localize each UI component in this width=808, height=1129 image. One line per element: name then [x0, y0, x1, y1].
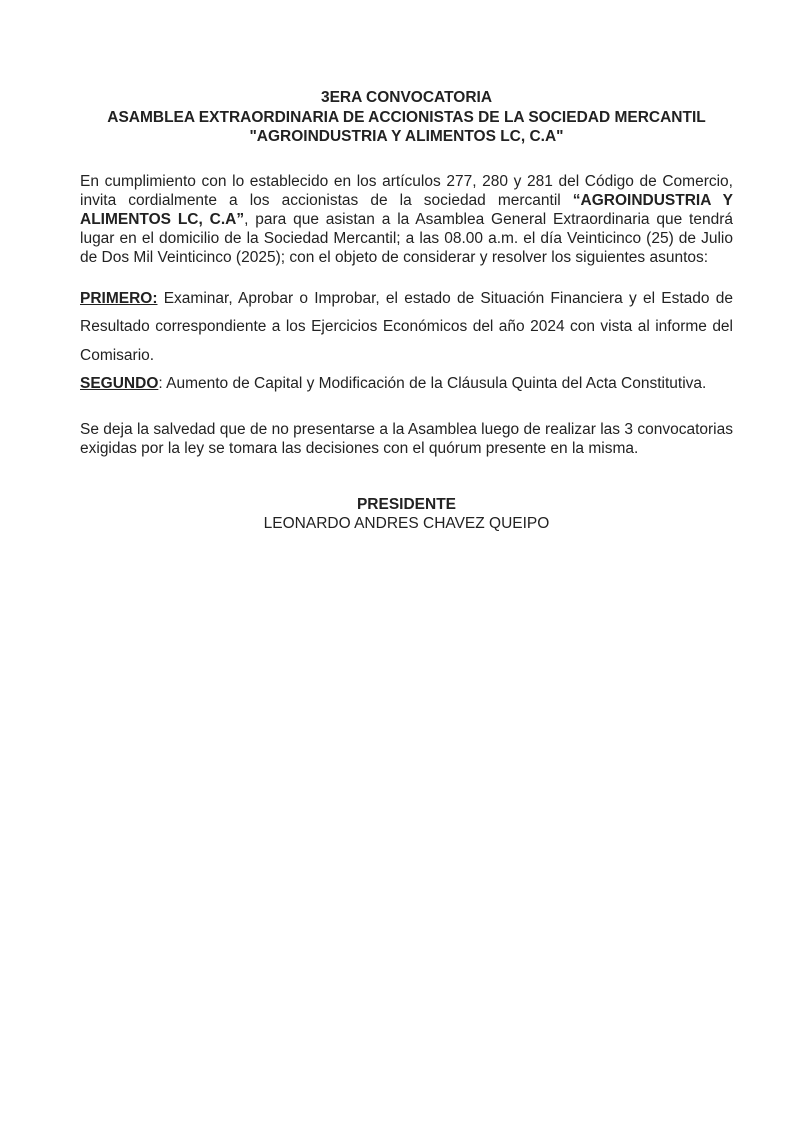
agenda-item-text: : Aumento de Capital y Modificación de la Cláusula Quinta del Acta Constitutiva. — [158, 375, 707, 393]
agenda-list — [80, 285, 733, 399]
intro-text-before: En cumplimiento con lo establecido en los artículos 277, 280 y 281 del Código de Comercio, invita cordialmente a los accionistas de la sociedad mercantil — [80, 172, 733, 209]
signature-name: LEONARDO ANDRES CHAVEZ QUEIPO — [263, 514, 550, 532]
signature-role: PRESIDENTE — [356, 495, 457, 513]
header-company: "AGROINDUSTRIA Y ALIMENTOS LC, C.A" — [249, 128, 564, 145]
agenda-item-segundo — [80, 370, 733, 399]
intro-company-name: “AGROINDUSTRIA Y ALIMENTOS LC, C.A” — [80, 191, 733, 228]
header-title: 3ERA CONVOCATORIA — [320, 89, 493, 106]
document-header — [80, 88, 733, 147]
header-subtitle: ASAMBLEA EXTRAORDINARIA DE ACCIONISTAS DE LA SOCIEDAD MERCANTIL — [107, 108, 706, 126]
document-page — [80, 88, 733, 533]
note-paragraph: Se deja la salvedad que de no presentarse a la Asamblea luego de realizar las 3 convocatorias exigidas por la ley se tomara las decisiones con el quórum presente en la misma. — [80, 420, 733, 457]
agenda-item-text: Examinar, Aprobar o Improbar, el estado de Situación Financiera y el Estado de Resultado correspondiente a los Ejercicios Económicos del año 2024 con vista al informe del Comisario. — [80, 289, 733, 364]
intro-text-after: , para que asistan a la Asamblea General Extraordinaria que tendrá lugar en el domicilio de la Sociedad Mercantil; a las 08.00 a.m. el día Veinticinco (25) de Julio de Dos Mil Veinticinco (2025); con el objeto de considerar y resolver los siguientes asuntos: — [80, 210, 733, 267]
agenda-item-label: SEGUNDO — [80, 375, 159, 393]
agenda-item-primero — [80, 285, 733, 371]
intro-paragraph — [80, 172, 733, 268]
agenda-item-label: PRIMERO: — [80, 289, 158, 307]
signature-block — [80, 495, 733, 533]
